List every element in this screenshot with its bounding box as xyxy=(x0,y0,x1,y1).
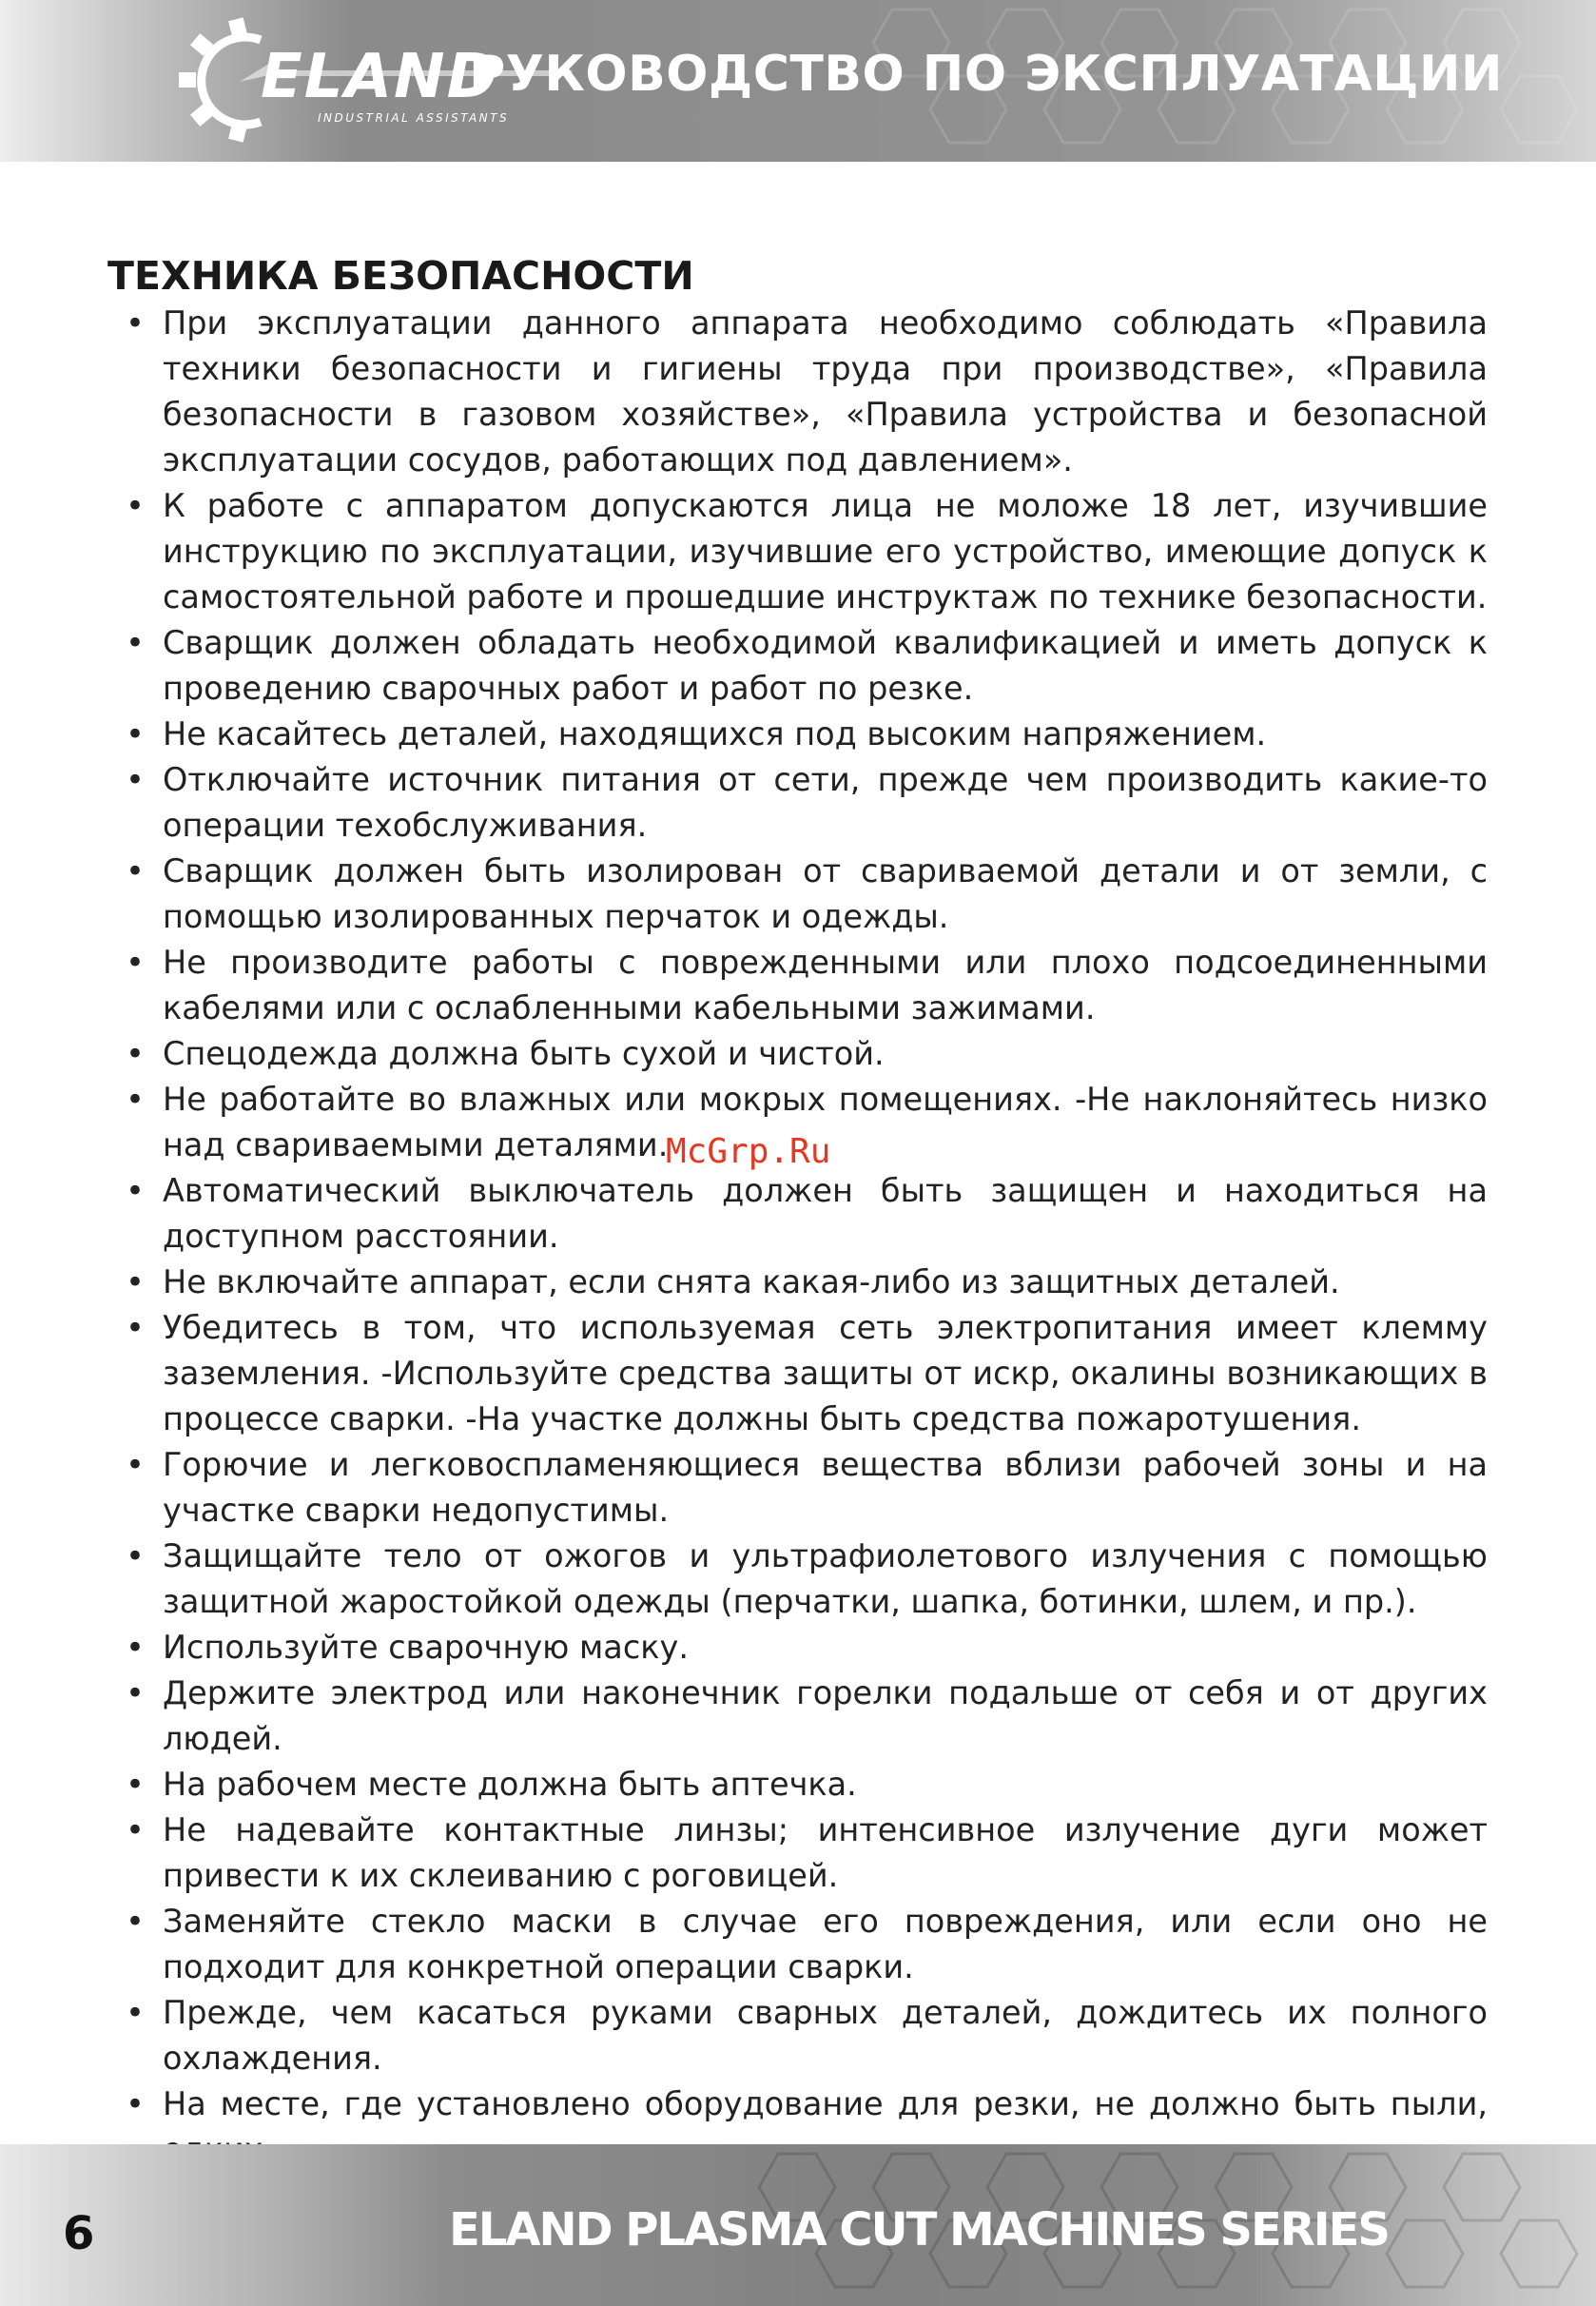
bullet: • xyxy=(126,1081,145,1118)
list-item xyxy=(126,1625,1488,1671)
header-title: РУКОВОДСТВО ПО ЭКСПЛУАТАЦИИ xyxy=(469,46,1503,103)
rule-text: На рабочем месте должна быть аптечка. xyxy=(163,1766,857,1803)
rule-text: Сварщик должен быть изолирован от свариваемой детали и от земли, с помощью изолированных перчаток и одежды. xyxy=(163,852,1488,935)
rule-text: Убедитесь в том, что используемая сеть электропитания имеет клемму заземления. -Используйте средства защиты от искр, окалины возникающих в процессе сварки. -На участке должны быть средства пожаротушения. xyxy=(163,1309,1488,1437)
section-title: ТЕХНИКА БЕЗОПАСНОСТИ xyxy=(107,253,694,299)
footer-title: ELAND PLASMA CUT MACHINES SERIES xyxy=(449,2203,1389,2257)
rule-text: Сварщик должен обладать необходимой квалификацией и иметь допуск к проведению сварочных работ и работ по резке. xyxy=(163,624,1488,707)
bullet: • xyxy=(126,1811,145,1848)
list-item xyxy=(126,1442,1488,1534)
rule-text: Спецодежда должна быть сухой и чистой. xyxy=(163,1035,885,1072)
list-item xyxy=(126,849,1488,940)
rule-text: Держите электрод или наконечник горелки подальше от себя и от других людей. xyxy=(163,1674,1488,1757)
list-item xyxy=(126,1762,1488,1808)
bullet: • xyxy=(126,1537,145,1574)
list-item xyxy=(126,301,1488,483)
watermark: McGrp.Ru xyxy=(666,1132,831,1171)
bullet: • xyxy=(126,304,145,342)
logo-wordmark: ELAND xyxy=(261,42,499,112)
list-item xyxy=(126,1168,1488,1260)
rule-text: Отключайте источник питания от сети, прежде чем производить какие-то операции техобслуживания. xyxy=(163,761,1488,844)
list-item xyxy=(126,940,1488,1031)
list-item xyxy=(126,620,1488,712)
list-item xyxy=(126,1899,1488,1990)
rule-text: Защищайте тело от ожогов и ультрафиолетового излучения с помощью защитной жаростойкой одежды (перчатки, шапка, ботинки, шлем, и пр.). xyxy=(163,1537,1488,1620)
rule-text: Прежде, чем касаться руками сварных деталей, дождитесь их полного охлаждения. xyxy=(163,1994,1488,2077)
rule-text: Не включайте аппарат, если снята какая-либо из защитных деталей. xyxy=(163,1263,1340,1300)
list-item xyxy=(126,483,1488,620)
bullet: • xyxy=(126,2085,145,2122)
list-item xyxy=(126,1534,1488,1625)
rule-text: Заменяйте стекло маски в случае его повреждения, или если оно не подходит для конкретной операции сварки. xyxy=(163,1903,1488,1985)
page-number: 6 xyxy=(63,2207,95,2260)
bullet: • xyxy=(126,1035,145,1072)
bullet: • xyxy=(126,624,145,661)
rule-text: Используйте сварочную маску. xyxy=(163,1629,689,1666)
bullet: • xyxy=(126,852,145,889)
safety-rules-list xyxy=(126,301,1488,2173)
list-item xyxy=(126,1031,1488,1077)
bullet: • xyxy=(126,761,145,798)
rule-text: Не надевайте контактные линзы; интенсивное излучение дуги может привести к их склеиванию с роговицей. xyxy=(163,1811,1488,1894)
list-item xyxy=(126,1671,1488,1762)
bullet: • xyxy=(126,1674,145,1711)
bullet: • xyxy=(126,1263,145,1300)
rule-text: Горючие и легковоспламеняющиеся вещества вблизи рабочей зоны и на участке сварки недопустимы. xyxy=(163,1446,1488,1529)
list-item xyxy=(126,1990,1488,2081)
bullet: • xyxy=(126,1446,145,1483)
bullet: • xyxy=(126,1994,145,2031)
bullet: • xyxy=(126,944,145,981)
bullet: • xyxy=(126,1766,145,1803)
rule-text: При эксплуатации данного аппарата необходимо соблюдать «Правила техники безопасности и гигиены труда при производстве», «Правила безопасности в газовом хозяйстве», «Правила устройства и безопасной эксплуатации сосудов, работающих под давлением». xyxy=(163,304,1488,479)
rule-text: Не касайтесь деталей, находящихся под высоким напряжением. xyxy=(163,715,1267,752)
bullet: • xyxy=(126,1172,145,1209)
rule-text: Автоматический выключатель должен быть защищен и находиться на доступном расстоянии. xyxy=(163,1172,1488,1255)
page-header xyxy=(0,0,1596,162)
rule-text: Не работайте во влажных или мокрых помещениях. -Не наклоняйтесь низко над свариваемыми деталями. xyxy=(163,1081,1488,1163)
bullet: • xyxy=(126,1629,145,1666)
list-item xyxy=(126,1305,1488,1442)
page-footer xyxy=(0,2144,1596,2306)
list-item xyxy=(126,757,1488,849)
bullet: • xyxy=(126,1309,145,1346)
bullet: • xyxy=(126,1903,145,1940)
list-item xyxy=(126,712,1488,757)
bullet: • xyxy=(126,487,145,524)
rule-text: Не производите работы с поврежденными или плохо подсоединенными кабелями или с ослабленными кабельными зажимами. xyxy=(163,944,1488,1026)
bullet: • xyxy=(126,715,145,752)
logo-subtext: INDUSTRIAL ASSISTANTS xyxy=(318,111,510,125)
rule-text: К работе с аппаратом допускаются лица не моложе 18 лет, изучившие инструкцию по эксплуатации, изучившие его устройство, имеющие допуск к самостоятельной работе и прошедшие инструктаж по технике безопасности. xyxy=(163,487,1488,616)
rule-text: На месте, где установлено оборудование для резки, не должно быть пыли, xyxy=(163,2085,1488,2122)
list-item xyxy=(126,1808,1488,1899)
list-item xyxy=(126,1260,1488,1305)
